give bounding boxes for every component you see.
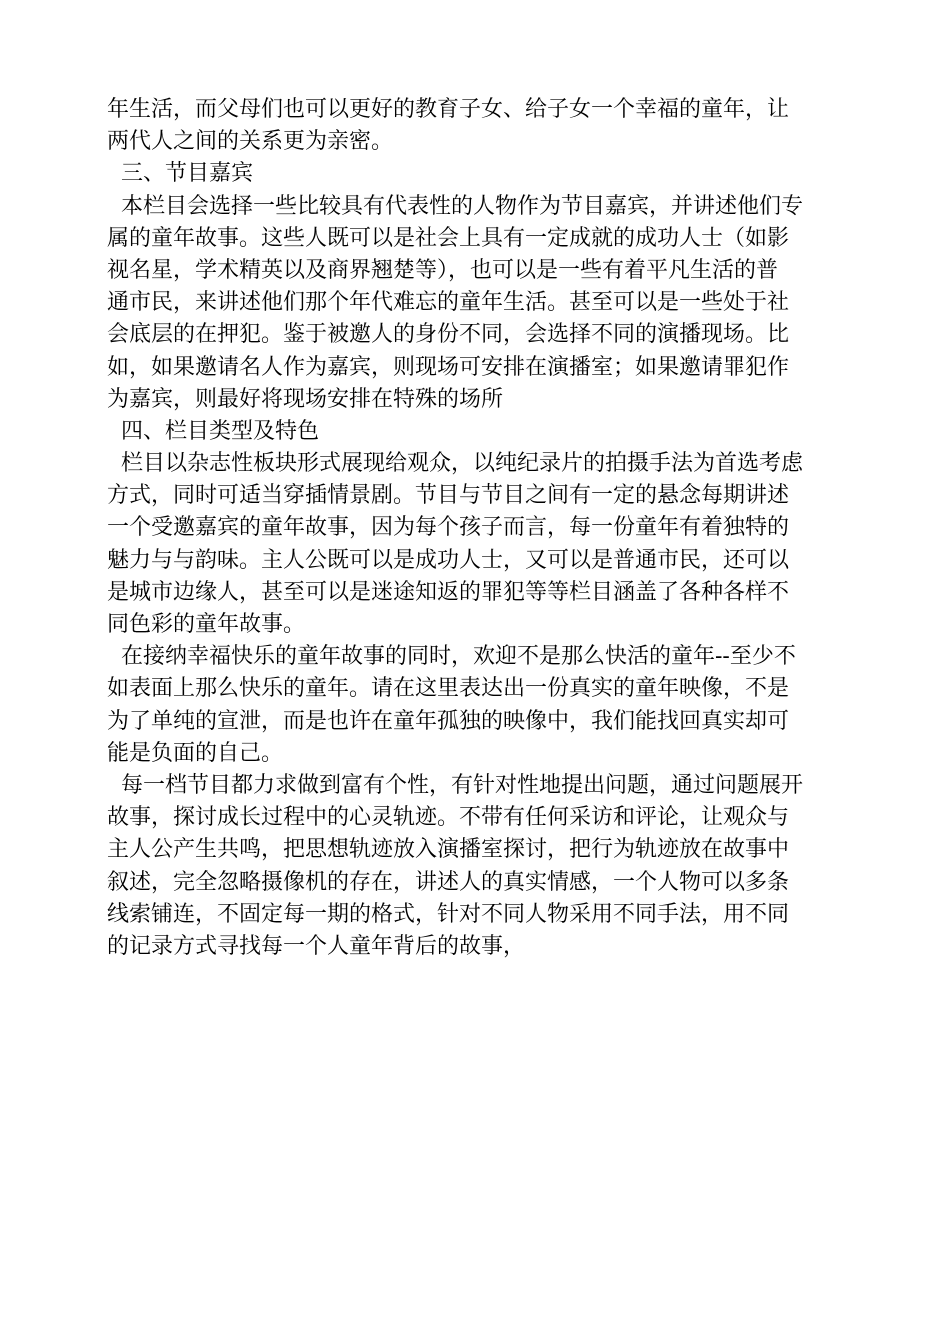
text-line: 一个受邀嘉宾的童年故事，因为每个孩子而言，每一份童年有着独特的 <box>107 515 790 541</box>
text-line: 两代人之间的关系更为亲密。 <box>107 129 394 155</box>
text-line: 本栏目会选择一些比较具有代表性的人物作为节目嘉宾，并讲述他们专 <box>107 193 803 219</box>
text-line: 能是负面的自己。 <box>107 740 284 766</box>
text-line: 线索铺连，不固定每一期的格式，针对不同人物采用不同手法，用不同 <box>107 901 790 927</box>
text-line: 视名星，学术精英以及商界翘楚等），也可以是一些有着平凡生活的普 <box>107 257 779 283</box>
section-heading-type <box>107 416 852 448</box>
text-line: 的记录方式寻找每一个人童年背后的故事， <box>107 933 526 959</box>
text-line: 每一档节目都力求做到富有个性，有针对性地提出问题，通过问题展开 <box>107 772 803 798</box>
paragraph-guests <box>107 191 852 416</box>
text-line: 是城市边缘人，甚至可以是迷途知返的罪犯等等栏目涵盖了各种各样不 <box>107 579 790 605</box>
text-line: 方式，同时可适当穿插情景剧。节目与节目之间有一定的悬念每期讲述 <box>107 483 790 509</box>
paragraph-intro-continuation <box>107 94 852 158</box>
paragraph-type-3 <box>107 770 852 963</box>
text-line: 为嘉宾，则最好将现场安排在特殊的场所 <box>107 386 504 412</box>
paragraph-type-2 <box>107 641 852 770</box>
text-line: 如表面上那么快乐的童年。请在这里表达出一份真实的童年映像，不是 <box>107 676 790 702</box>
text-line: 通市民，来讲述他们那个年代难忘的童年生活。甚至可以是一些处于社 <box>107 290 790 316</box>
document-body <box>107 94 852 963</box>
heading-line: 四、栏目类型及特色 <box>107 418 319 444</box>
text-line: 在接纳幸福快乐的童年故事的同时，欢迎不是那么快活的童年--至少不 <box>107 644 796 670</box>
section-heading-guests <box>107 158 852 190</box>
text-line: 叙述，完全忽略摄像机的存在，讲述人的真实情感，一个人物可以多条 <box>107 869 790 895</box>
text-line: 栏目以杂志性板块形式展现给观众，以纯纪录片的拍摄手法为首选考虑 <box>107 451 803 477</box>
text-line: 如，如果邀请名人作为嘉宾，则现场可安排在演播室；如果邀请罪犯作 <box>107 354 790 380</box>
text-line: 为了单纯的宣泄，而是也许在童年孤独的映像中，我们能找回真实却可 <box>107 708 790 734</box>
text-line: 属的童年故事。这些人既可以是社会上具有一定成就的成功人士（如影 <box>107 225 790 251</box>
text-line: 年生活，而父母们也可以更好的教育子女、给子女一个幸福的童年，让 <box>107 97 790 122</box>
text-line: 魅力与与韵味。主人公既可以是成功人士，又可以是普通市民，还可以 <box>107 547 790 573</box>
text-line: 故事，探讨成长过程中的心灵轨迹。不带有任何采访和评论，让观众与 <box>107 805 790 831</box>
heading-line: 三、节目嘉宾 <box>107 161 253 187</box>
text-line: 主人公产生共鸣，把思想轨迹放入演播室探讨，把行为轨迹放在故事中 <box>107 837 790 863</box>
paragraph-type-1 <box>107 448 852 641</box>
text-line: 同色彩的童年故事。 <box>107 612 306 637</box>
text-line: 会底层的在押犯。鉴于被邀人的身份不同，会选择不同的演播现场。比 <box>107 322 790 348</box>
